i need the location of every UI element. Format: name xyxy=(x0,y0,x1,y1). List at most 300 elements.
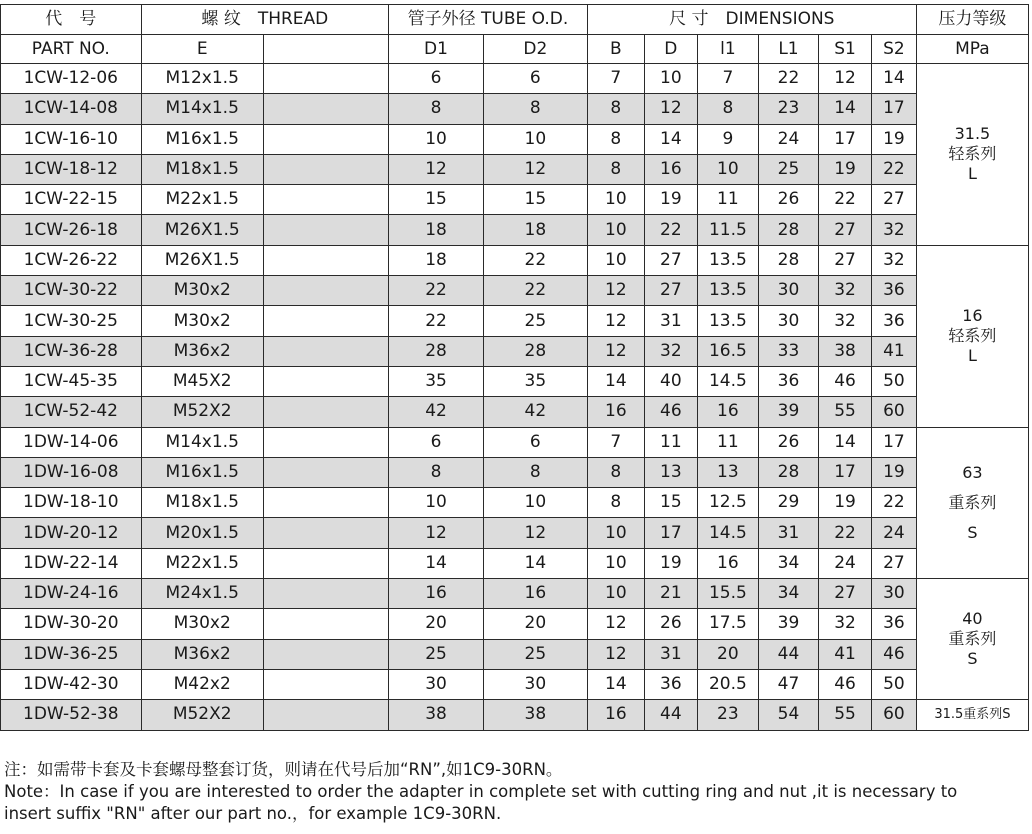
header-thread: 螺 纹 THREAD xyxy=(141,5,389,35)
cell-l1: 28 xyxy=(758,457,818,487)
cell-d2: 16 xyxy=(483,579,587,609)
cell-blank xyxy=(263,215,388,245)
cell-thread: M36x2 xyxy=(141,639,263,669)
note-english-line2: insert suffix "RN" after our part no.，for example 1C9-30RN. xyxy=(4,804,502,823)
header-dimensions: 尺 寸 DIMENSIONS xyxy=(587,5,916,35)
cell-thread: M20x1.5 xyxy=(141,518,263,548)
cell-d2: 14 xyxy=(483,548,587,578)
header-thread-e: E xyxy=(141,35,263,64)
cell-d1: 42 xyxy=(389,397,484,427)
cell-d: 21 xyxy=(644,579,697,609)
cell-d1: 35 xyxy=(389,366,484,396)
cell-blank xyxy=(263,366,388,396)
header-l1-upper: L1 xyxy=(758,35,818,64)
cell-s1: 17 xyxy=(819,457,872,487)
cell-b: 8 xyxy=(587,488,644,518)
cell-l1: 10 xyxy=(697,154,758,184)
cell-part: 1CW-26-22 xyxy=(1,245,142,275)
cell-part: 1DW-16-08 xyxy=(1,457,142,487)
dimensions-table xyxy=(0,4,1029,731)
cell-d: 17 xyxy=(644,518,697,548)
cell-s1: 14 xyxy=(819,94,872,124)
table-row xyxy=(1,609,1029,639)
cell-blank xyxy=(263,427,388,457)
cell-l1: 26 xyxy=(758,427,818,457)
cell-b: 16 xyxy=(587,397,644,427)
note-chinese: 注：如需带卡套及卡套螺母整套订货，则请在代号后加“RN”,如1C9-30RN。 xyxy=(4,760,563,779)
cell-blank xyxy=(263,488,388,518)
header-s2: S2 xyxy=(872,35,917,64)
cell-s2: 27 xyxy=(872,548,917,578)
header-s1: S1 xyxy=(819,35,872,64)
cell-blank xyxy=(263,548,388,578)
cell-s1: 22 xyxy=(819,185,872,215)
header-pressure-unit: MPa xyxy=(916,35,1028,64)
cell-blank xyxy=(263,185,388,215)
cell-d: 16 xyxy=(644,154,697,184)
pressure-value: 31.5重系列S xyxy=(934,706,1011,722)
cell-d1: 16 xyxy=(389,579,484,609)
cell-l1: 31 xyxy=(758,518,818,548)
cell-b: 12 xyxy=(587,639,644,669)
header-d1: D1 xyxy=(389,35,484,64)
cell-d: 31 xyxy=(644,306,697,336)
cell-blank xyxy=(263,609,388,639)
cell-thread: M26X1.5 xyxy=(141,245,263,275)
cell-b: 10 xyxy=(587,245,644,275)
cell-thread: M12x1.5 xyxy=(141,64,263,94)
cell-part: 1CW-16-10 xyxy=(1,124,142,154)
cell-s2: 22 xyxy=(872,488,917,518)
cell-d2: 22 xyxy=(483,276,587,306)
cell-blank xyxy=(263,94,388,124)
cell-blank xyxy=(263,306,388,336)
cell-part: 1CW-52-42 xyxy=(1,397,142,427)
cell-s2: 36 xyxy=(872,609,917,639)
cell-thread: M16x1.5 xyxy=(141,124,263,154)
cell-part: 1CW-30-25 xyxy=(1,306,142,336)
cell-part: 1DW-30-20 xyxy=(1,609,142,639)
cell-d2: 30 xyxy=(483,669,587,699)
cell-l1: 24 xyxy=(758,124,818,154)
cell-d1: 20 xyxy=(389,609,484,639)
cell-part: 1DW-22-14 xyxy=(1,548,142,578)
table-row xyxy=(1,64,1029,94)
cell-l1: 34 xyxy=(758,579,818,609)
cell-b: 10 xyxy=(587,548,644,578)
cell-d2: 10 xyxy=(483,488,587,518)
table-row xyxy=(1,579,1029,609)
header-part-code-cn: 代 号 xyxy=(1,5,142,35)
cell-blank xyxy=(263,245,388,275)
cell-d2: 25 xyxy=(483,306,587,336)
table-row xyxy=(1,548,1029,578)
cell-thread: M22x1.5 xyxy=(141,548,263,578)
cell-s1: 55 xyxy=(819,397,872,427)
cell-d1: 30 xyxy=(389,669,484,699)
header-part-no: PART NO. xyxy=(1,35,142,64)
cell-l1: 11.5 xyxy=(697,215,758,245)
cell-d1: 28 xyxy=(389,336,484,366)
header-d: D xyxy=(644,35,697,64)
cell-thread: M14x1.5 xyxy=(141,94,263,124)
cell-l1: 30 xyxy=(758,276,818,306)
cell-l1: 36 xyxy=(758,366,818,396)
table-row xyxy=(1,306,1029,336)
table-row xyxy=(1,336,1029,366)
cell-part: 1DW-18-10 xyxy=(1,488,142,518)
cell-s2: 14 xyxy=(872,64,917,94)
cell-s1: 32 xyxy=(819,609,872,639)
cell-d: 11 xyxy=(644,427,697,457)
header-l1-lower: l1 xyxy=(697,35,758,64)
cell-d: 13 xyxy=(644,457,697,487)
table-row xyxy=(1,245,1029,275)
cell-part: 1DW-14-06 xyxy=(1,427,142,457)
cell-s1: 27 xyxy=(819,215,872,245)
cell-thread: M24x1.5 xyxy=(141,579,263,609)
table-row xyxy=(1,488,1029,518)
cell-d1: 25 xyxy=(389,639,484,669)
cell-b: 10 xyxy=(587,215,644,245)
cell-s1: 22 xyxy=(819,518,872,548)
header-thread-blank xyxy=(263,35,388,64)
cell-l1: 34 xyxy=(758,548,818,578)
cell-l1: 13.5 xyxy=(697,276,758,306)
pressure-group-cell xyxy=(916,700,1028,730)
cell-d2: 8 xyxy=(483,94,587,124)
note-english-line1: Note：In case if you are interested to order the adapter in complete set with cutting ring and nut ,it is necessary to xyxy=(4,782,958,801)
pressure-group-cell xyxy=(916,245,1028,427)
cell-s2: 32 xyxy=(872,245,917,275)
cell-d: 22 xyxy=(644,215,697,245)
cell-d: 27 xyxy=(644,276,697,306)
pressure-value: 31.5 xyxy=(954,124,991,144)
cell-d2: 8 xyxy=(483,457,587,487)
cell-s2: 32 xyxy=(872,215,917,245)
cell-d2: 20 xyxy=(483,609,587,639)
cell-l1: 15.5 xyxy=(697,579,758,609)
cell-l1: 13.5 xyxy=(697,306,758,336)
cell-d1: 14 xyxy=(389,548,484,578)
cell-l1: 29 xyxy=(758,488,818,518)
cell-d: 40 xyxy=(644,366,697,396)
cell-blank xyxy=(263,669,388,699)
cell-l1: 20 xyxy=(697,639,758,669)
cell-part: 1CW-12-06 xyxy=(1,64,142,94)
table-row xyxy=(1,366,1029,396)
cell-thread: M52X2 xyxy=(141,397,263,427)
cell-d: 44 xyxy=(644,700,697,730)
cell-l1: 14.5 xyxy=(697,366,758,396)
cell-d: 46 xyxy=(644,397,697,427)
cell-s1: 27 xyxy=(819,579,872,609)
cell-s2: 17 xyxy=(872,94,917,124)
cell-s2: 50 xyxy=(872,366,917,396)
cell-l1: 11 xyxy=(697,427,758,457)
cell-l1: 16 xyxy=(697,397,758,427)
cell-l1: 17.5 xyxy=(697,609,758,639)
cell-b: 7 xyxy=(587,64,644,94)
table-row xyxy=(1,94,1029,124)
cell-l1: 25 xyxy=(758,154,818,184)
cell-d2: 12 xyxy=(483,154,587,184)
cell-s2: 19 xyxy=(872,124,917,154)
pressure-series: 轻系列 xyxy=(948,326,997,346)
cell-blank xyxy=(263,124,388,154)
pressure-code: S xyxy=(967,649,978,669)
cell-part: 1CW-14-08 xyxy=(1,94,142,124)
cell-s1: 12 xyxy=(819,64,872,94)
cell-s1: 19 xyxy=(819,154,872,184)
cell-l1: 28 xyxy=(758,215,818,245)
cell-d1: 10 xyxy=(389,124,484,154)
cell-l1: 44 xyxy=(758,639,818,669)
cell-s1: 14 xyxy=(819,427,872,457)
cell-l1: 16 xyxy=(697,548,758,578)
cell-s1: 41 xyxy=(819,639,872,669)
table-row xyxy=(1,397,1029,427)
cell-d: 19 xyxy=(644,185,697,215)
header-b: B xyxy=(587,35,644,64)
cell-d1: 38 xyxy=(389,700,484,730)
cell-blank xyxy=(263,397,388,427)
cell-thread: M22x1.5 xyxy=(141,185,263,215)
cell-part: 1CW-36-28 xyxy=(1,336,142,366)
cell-thread: M30x2 xyxy=(141,306,263,336)
cell-d1: 15 xyxy=(389,185,484,215)
header-pressure: 压力等级 xyxy=(916,5,1028,35)
cell-part: 1CW-22-15 xyxy=(1,185,142,215)
cell-d1: 10 xyxy=(389,488,484,518)
cell-d1: 18 xyxy=(389,215,484,245)
table-row xyxy=(1,639,1029,669)
cell-s1: 55 xyxy=(819,700,872,730)
cell-d2: 12 xyxy=(483,518,587,548)
table-row xyxy=(1,427,1029,457)
cell-part: 1DW-20-12 xyxy=(1,518,142,548)
cell-d2: 25 xyxy=(483,639,587,669)
cell-b: 12 xyxy=(587,306,644,336)
cell-s2: 36 xyxy=(872,306,917,336)
cell-thread: M18x1.5 xyxy=(141,488,263,518)
cell-thread: M30x2 xyxy=(141,609,263,639)
cell-blank xyxy=(263,154,388,184)
cell-d2: 10 xyxy=(483,124,587,154)
cell-b: 12 xyxy=(587,276,644,306)
cell-d: 36 xyxy=(644,669,697,699)
cell-s2: 60 xyxy=(872,700,917,730)
cell-l1: 39 xyxy=(758,397,818,427)
cell-l1: 12.5 xyxy=(697,488,758,518)
cell-blank xyxy=(263,276,388,306)
pressure-group-cell xyxy=(916,579,1028,700)
cell-l1: 23 xyxy=(758,94,818,124)
cell-d: 19 xyxy=(644,548,697,578)
pressure-code: S xyxy=(967,522,978,542)
cell-s2: 60 xyxy=(872,397,917,427)
table-row xyxy=(1,457,1029,487)
cell-l1: 28 xyxy=(758,245,818,275)
cell-thread: M42x2 xyxy=(141,669,263,699)
cell-s1: 19 xyxy=(819,488,872,518)
cell-d1: 8 xyxy=(389,94,484,124)
cell-d: 26 xyxy=(644,609,697,639)
cell-l1: 22 xyxy=(758,64,818,94)
cell-d2: 28 xyxy=(483,336,587,366)
cell-l1: 16.5 xyxy=(697,336,758,366)
cell-d2: 15 xyxy=(483,185,587,215)
cell-s2: 22 xyxy=(872,154,917,184)
cell-blank xyxy=(263,518,388,548)
cell-d2: 42 xyxy=(483,397,587,427)
cell-thread: M18x1.5 xyxy=(141,154,263,184)
cell-blank xyxy=(263,579,388,609)
cell-d1: 6 xyxy=(389,64,484,94)
table-row xyxy=(1,215,1029,245)
pressure-series: 轻系列 xyxy=(948,144,997,164)
cell-d1: 18 xyxy=(389,245,484,275)
pressure-group-cell xyxy=(916,64,1028,246)
cell-part: 1CW-45-35 xyxy=(1,366,142,396)
cell-s1: 17 xyxy=(819,124,872,154)
cell-s1: 46 xyxy=(819,366,872,396)
table-row xyxy=(1,154,1029,184)
cell-b: 8 xyxy=(587,94,644,124)
cell-l1: 13 xyxy=(697,457,758,487)
cell-d: 15 xyxy=(644,488,697,518)
pressure-code: L xyxy=(967,346,977,366)
cell-thread: M30x2 xyxy=(141,276,263,306)
cell-b: 8 xyxy=(587,154,644,184)
cell-d: 12 xyxy=(644,94,697,124)
cell-l1: 9 xyxy=(697,124,758,154)
cell-s2: 24 xyxy=(872,518,917,548)
cell-thread: M14x1.5 xyxy=(141,427,263,457)
pressure-code: L xyxy=(967,164,977,184)
cell-d: 31 xyxy=(644,639,697,669)
cell-part: 1DW-36-25 xyxy=(1,639,142,669)
cell-blank xyxy=(263,700,388,730)
cell-s2: 41 xyxy=(872,336,917,366)
cell-b: 7 xyxy=(587,427,644,457)
cell-s2: 30 xyxy=(872,579,917,609)
cell-s1: 32 xyxy=(819,276,872,306)
cell-s1: 24 xyxy=(819,548,872,578)
table-row xyxy=(1,669,1029,699)
cell-blank xyxy=(263,336,388,366)
cell-s1: 32 xyxy=(819,306,872,336)
cell-d1: 22 xyxy=(389,306,484,336)
cell-d2: 38 xyxy=(483,700,587,730)
cell-blank xyxy=(263,64,388,94)
cell-d2: 6 xyxy=(483,427,587,457)
cell-blank xyxy=(263,457,388,487)
table-row xyxy=(1,124,1029,154)
cell-l1: 54 xyxy=(758,700,818,730)
cell-l1: 13.5 xyxy=(697,245,758,275)
cell-b: 8 xyxy=(587,124,644,154)
cell-d2: 6 xyxy=(483,64,587,94)
cell-l1: 26 xyxy=(758,185,818,215)
cell-b: 12 xyxy=(587,609,644,639)
cell-s2: 27 xyxy=(872,185,917,215)
cell-l1: 7 xyxy=(697,64,758,94)
cell-blank xyxy=(263,639,388,669)
cell-b: 16 xyxy=(587,700,644,730)
cell-d: 14 xyxy=(644,124,697,154)
cell-d: 32 xyxy=(644,336,697,366)
cell-d: 10 xyxy=(644,64,697,94)
cell-s2: 46 xyxy=(872,639,917,669)
cell-thread: M45X2 xyxy=(141,366,263,396)
cell-part: 1CW-18-12 xyxy=(1,154,142,184)
cell-s2: 36 xyxy=(872,276,917,306)
cell-l1: 30 xyxy=(758,306,818,336)
notes xyxy=(4,759,1028,825)
cell-l1: 47 xyxy=(758,669,818,699)
cell-d1: 8 xyxy=(389,457,484,487)
header-tube-od: 管子外径 TUBE O.D. xyxy=(389,5,588,35)
cell-s1: 46 xyxy=(819,669,872,699)
cell-l1: 8 xyxy=(697,94,758,124)
table-row xyxy=(1,185,1029,215)
cell-l1: 14.5 xyxy=(697,518,758,548)
cell-d1: 22 xyxy=(389,276,484,306)
cell-l1: 11 xyxy=(697,185,758,215)
cell-l1: 39 xyxy=(758,609,818,639)
cell-part: 1CW-30-22 xyxy=(1,276,142,306)
cell-d: 27 xyxy=(644,245,697,275)
cell-d2: 22 xyxy=(483,245,587,275)
cell-d2: 35 xyxy=(483,366,587,396)
cell-l1: 20.5 xyxy=(697,669,758,699)
table-row xyxy=(1,518,1029,548)
pressure-series: 重系列 xyxy=(948,629,997,649)
cell-d1: 12 xyxy=(389,154,484,184)
cell-b: 10 xyxy=(587,518,644,548)
cell-part: 1CW-26-18 xyxy=(1,215,142,245)
cell-b: 10 xyxy=(587,579,644,609)
cell-part: 1DW-24-16 xyxy=(1,579,142,609)
pressure-group-cell xyxy=(916,427,1028,578)
cell-b: 14 xyxy=(587,669,644,699)
cell-b: 8 xyxy=(587,457,644,487)
cell-s2: 17 xyxy=(872,427,917,457)
cell-l1: 33 xyxy=(758,336,818,366)
cell-part: 1DW-42-30 xyxy=(1,669,142,699)
pressure-value: 40 xyxy=(962,609,983,629)
cell-s1: 27 xyxy=(819,245,872,275)
cell-b: 10 xyxy=(587,185,644,215)
cell-d2: 18 xyxy=(483,215,587,245)
cell-s2: 50 xyxy=(872,669,917,699)
cell-thread: M26X1.5 xyxy=(141,215,263,245)
cell-b: 14 xyxy=(587,366,644,396)
cell-b: 12 xyxy=(587,336,644,366)
cell-s1: 38 xyxy=(819,336,872,366)
header-d2: D2 xyxy=(483,35,587,64)
table-body xyxy=(1,64,1029,731)
table-row xyxy=(1,700,1029,730)
pressure-value: 63 xyxy=(962,462,983,482)
cell-s2: 19 xyxy=(872,457,917,487)
cell-thread: M52X2 xyxy=(141,700,263,730)
cell-thread: M16x1.5 xyxy=(141,457,263,487)
cell-l1: 23 xyxy=(697,700,758,730)
pressure-series: 重系列 xyxy=(948,492,997,512)
cell-thread: M36x2 xyxy=(141,336,263,366)
